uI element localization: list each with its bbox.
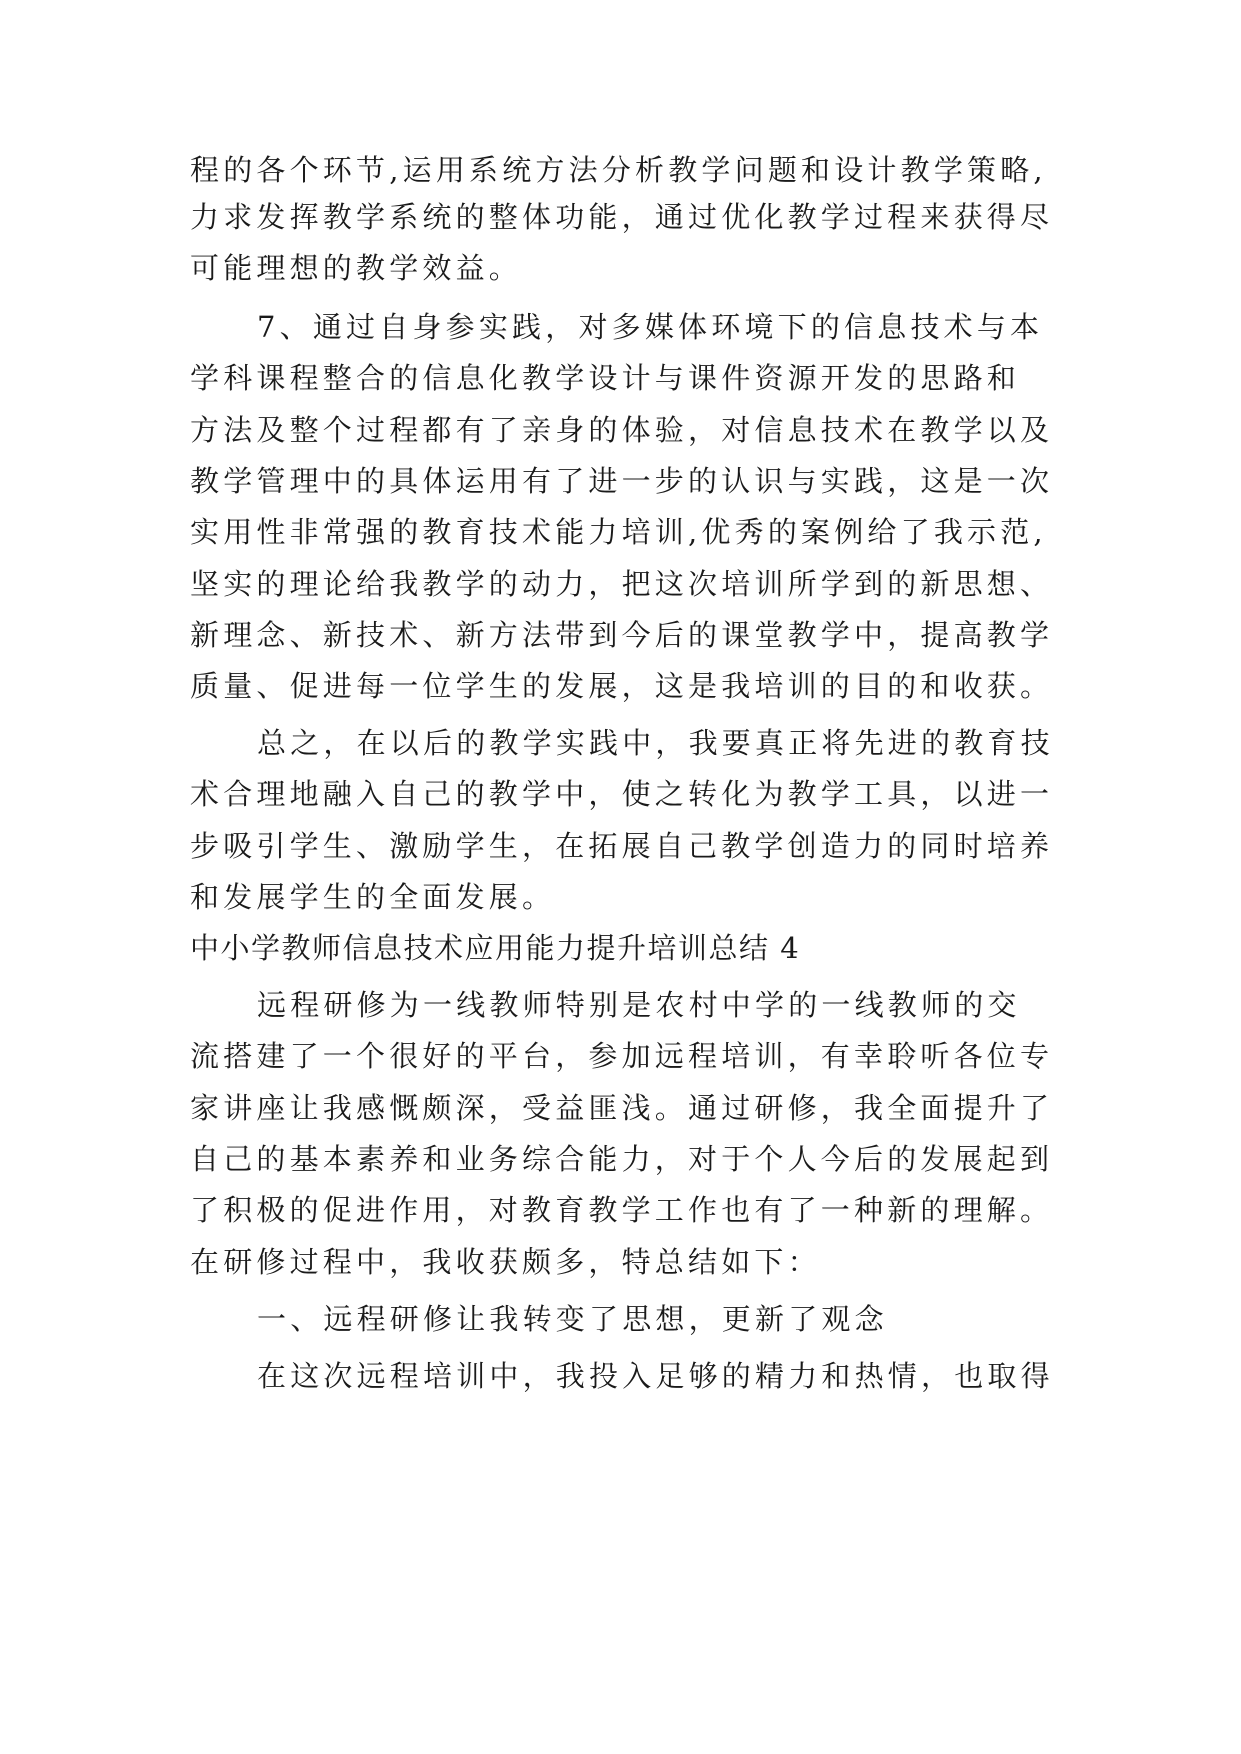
paragraph-start-line: 在这次远程培训中，我投入足够的精力和热情，也取得 bbox=[257, 1359, 1054, 1393]
paragraph-start-line: 7、通过自身参实践，对多媒体环境下的信息技术与本 bbox=[257, 310, 1044, 344]
body-text-line: 和发展学生的全面发展。 bbox=[190, 880, 556, 914]
body-text-line: 学科课程整合的信息化教学设计与课件资源开发的思路和 bbox=[190, 361, 1021, 395]
body-text-line: 术合理地融入自己的教学中，使之转化为教学工具，以进一 bbox=[190, 777, 1054, 811]
body-text-line: 新理念、新技术、新方法带到今后的课堂教学中，提高教学 bbox=[190, 618, 1054, 652]
body-text-line: 教学管理中的具体运用有了进一步的认识与实践，这是一次 bbox=[190, 464, 1054, 498]
body-text-line: 坚实的理论给我教学的动力，把这次培训所学到的新思想、 bbox=[190, 567, 1054, 601]
paragraph-start-line: 总之，在以后的教学实践中，我要真正将先进的教育技 bbox=[257, 726, 1054, 760]
body-text-line: 自己的基本素养和业务综合能力，对于个人今后的发展起到 bbox=[190, 1142, 1054, 1176]
body-text-line: 在研修过程中，我收获颇多，特总结如下： bbox=[190, 1245, 821, 1279]
paragraph-start-line: 远程研修为一线教师特别是农村中学的一线教师的交 bbox=[257, 988, 1021, 1022]
body-text-line: 程的各个环节,运用系统方法分析教学问题和设计教学策略, bbox=[190, 153, 1047, 187]
body-text-line: 实用性非常强的教育技术能力培训,优秀的案例给了我示范, bbox=[190, 515, 1047, 549]
body-text-line: 质量、促进每一位学生的发展，这是我培训的目的和收获。 bbox=[190, 669, 1054, 703]
subsection-heading: 一、远程研修让我转变了思想，更新了观念 bbox=[257, 1302, 888, 1336]
body-text-line: 步吸引学生、激励学生，在拓展自己教学创造力的同时培养 bbox=[190, 829, 1054, 863]
body-text-line: 流搭建了一个很好的平台，参加远程培训，有幸聆听各位专 bbox=[190, 1039, 1054, 1073]
body-text-line: 方法及整个过程都有了亲身的体验，对信息技术在教学以及 bbox=[190, 413, 1054, 447]
body-text-line: 了积极的促进作用，对教育教学工作也有了一种新的理解。 bbox=[190, 1193, 1054, 1227]
body-text-line: 力求发挥教学系统的整体功能，通过优化教学过程来获得尽 bbox=[190, 200, 1054, 234]
body-text-line: 可能理想的教学效益。 bbox=[190, 251, 523, 285]
body-text-line: 家讲座让我感慨颇深，受益匪浅。通过研修，我全面提升了 bbox=[190, 1091, 1054, 1125]
section-heading: 中小学教师信息技术应用能力提升培训总结 4 bbox=[190, 931, 801, 965]
